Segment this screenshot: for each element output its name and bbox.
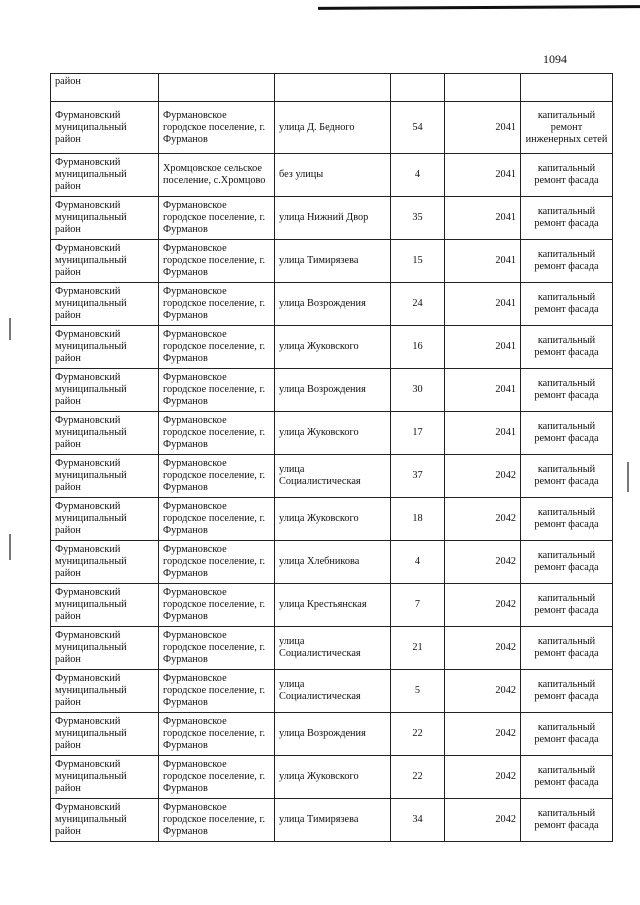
- cell-settlement: Фурмановское городское поселение, г. Фурманов: [159, 670, 275, 713]
- cell-year: 2042: [445, 713, 521, 756]
- cell-work: капитальный ремонт фасада: [521, 670, 613, 713]
- cell-street: улица Социалистическая: [275, 627, 391, 670]
- table-row: [51, 240, 613, 283]
- cell-house: [391, 74, 445, 102]
- cell-year: 2041: [445, 369, 521, 412]
- cell-district: Фурмановский муниципальный район: [51, 627, 159, 670]
- cell-district: Фурмановский муниципальный район: [51, 455, 159, 498]
- cell-district: Фурмановский муниципальный район: [51, 326, 159, 369]
- cell-district: Фурмановский муниципальный район: [51, 799, 159, 842]
- cell-house: 7: [391, 584, 445, 627]
- cell-street: улица Тимирязева: [275, 799, 391, 842]
- cell-street: улица Тимирязева: [275, 240, 391, 283]
- table-row: [51, 713, 613, 756]
- cell-street: [275, 74, 391, 102]
- table-row: [51, 799, 613, 842]
- cell-work: капитальный ремонт фасада: [521, 154, 613, 197]
- cell-district: Фурмановский муниципальный район: [51, 756, 159, 799]
- cell-year: 2042: [445, 498, 521, 541]
- cell-settlement: Фурмановское городское поселение, г. Фурманов: [159, 240, 275, 283]
- cell-work: капитальный ремонт инженерных сетей: [521, 102, 613, 154]
- cell-house: 22: [391, 756, 445, 799]
- cell-work: капитальный ремонт фасада: [521, 799, 613, 842]
- page-number: 1094: [543, 52, 567, 66]
- cell-year: 2042: [445, 627, 521, 670]
- cell-district: Фурмановский муниципальный район: [51, 412, 159, 455]
- table-body: [51, 74, 613, 842]
- cell-year: 2042: [445, 541, 521, 584]
- cell-work: капитальный ремонт фасада: [521, 627, 613, 670]
- table-row: [51, 498, 613, 541]
- cell-work: капитальный ремонт фасада: [521, 498, 613, 541]
- cell-year: 2041: [445, 240, 521, 283]
- cell-work: капитальный ремонт фасада: [521, 541, 613, 584]
- cell-year: 2042: [445, 584, 521, 627]
- cell-work: капитальный ремонт фасада: [521, 240, 613, 283]
- table-row: [51, 197, 613, 240]
- cell-house: 18: [391, 498, 445, 541]
- cell-year: 2042: [445, 670, 521, 713]
- table-row: [51, 102, 613, 154]
- cell-house: 15: [391, 240, 445, 283]
- cell-house: 35: [391, 197, 445, 240]
- cell-district: Фурмановский муниципальный район: [51, 713, 159, 756]
- cell-house: 37: [391, 455, 445, 498]
- cell-house: 4: [391, 154, 445, 197]
- cell-settlement: [159, 74, 275, 102]
- cell-house: 17: [391, 412, 445, 455]
- cell-work: капитальный ремонт фасада: [521, 326, 613, 369]
- scan-top-line: [318, 5, 640, 10]
- cell-settlement: Фурмановское городское поселение, г. Фурманов: [159, 498, 275, 541]
- cell-year: 2042: [445, 455, 521, 498]
- cell-work: капитальный ремонт фасада: [521, 369, 613, 412]
- cell-settlement: Фурмановское городское поселение, г. Фурманов: [159, 197, 275, 240]
- cell-district: Фурмановский муниципальный район: [51, 498, 159, 541]
- cell-street: улица Д. Бедного: [275, 102, 391, 154]
- cell-settlement: Фурмановское городское поселение, г. Фурманов: [159, 584, 275, 627]
- cell-street: улица Нижний Двор: [275, 197, 391, 240]
- cell-house: 30: [391, 369, 445, 412]
- scan-margin-mark: [9, 534, 11, 560]
- cell-work: капитальный ремонт фасада: [521, 455, 613, 498]
- cell-year: 2041: [445, 154, 521, 197]
- cell-work: капитальный ремонт фасада: [521, 713, 613, 756]
- cell-district: Фурмановский муниципальный район: [51, 670, 159, 713]
- table-row: [51, 412, 613, 455]
- cell-settlement: Фурмановское городское поселение, г. Фурманов: [159, 283, 275, 326]
- table-row: [51, 541, 613, 584]
- cell-house: 5: [391, 670, 445, 713]
- cell-street: улица Жуковского: [275, 756, 391, 799]
- cell-street: без улицы: [275, 154, 391, 197]
- cell-settlement: Фурмановское городское поселение, г. Фурманов: [159, 627, 275, 670]
- table-row: [51, 283, 613, 326]
- cell-district: Фурмановский муниципальный район: [51, 283, 159, 326]
- cell-settlement: Фурмановское городское поселение, г. Фурманов: [159, 756, 275, 799]
- cell-house: 24: [391, 283, 445, 326]
- scan-margin-mark: [9, 318, 11, 340]
- cell-work: [521, 74, 613, 102]
- table-row: [51, 154, 613, 197]
- cell-house: 54: [391, 102, 445, 154]
- table-row-continued: [51, 74, 613, 102]
- cell-house: 34: [391, 799, 445, 842]
- cell-year: 2042: [445, 756, 521, 799]
- cell-work: капитальный ремонт фасада: [521, 283, 613, 326]
- cell-district: Фурмановский муниципальный район: [51, 240, 159, 283]
- cell-work: капитальный ремонт фасада: [521, 584, 613, 627]
- cell-district: Фурмановский муниципальный район: [51, 154, 159, 197]
- cell-year: 2041: [445, 412, 521, 455]
- table-row: [51, 670, 613, 713]
- cell-house: 21: [391, 627, 445, 670]
- table-row: [51, 369, 613, 412]
- table-row: [51, 455, 613, 498]
- cell-settlement: Фурмановское городское поселение, г. Фурманов: [159, 455, 275, 498]
- cell-settlement: Фурмановское городское поселение, г. Фурманов: [159, 541, 275, 584]
- cell-year: 2041: [445, 102, 521, 154]
- cell-house: 16: [391, 326, 445, 369]
- cell-work: капитальный ремонт фасада: [521, 756, 613, 799]
- cell-street: улица Жуковского: [275, 412, 391, 455]
- cell-street: улица Социалистическая: [275, 670, 391, 713]
- table-row: [51, 627, 613, 670]
- housing-repair-table: [50, 73, 613, 842]
- cell-district: Фурмановский муниципальный район: [51, 369, 159, 412]
- cell-street: улица Жуковского: [275, 326, 391, 369]
- cell-settlement: Фурмановское городское поселение, г. Фурманов: [159, 799, 275, 842]
- cell-district: Фурмановский муниципальный район: [51, 102, 159, 154]
- cell-settlement: Фурмановское городское поселение, г. Фурманов: [159, 369, 275, 412]
- cell-settlement: Фурмановское городское поселение, г. Фурманов: [159, 412, 275, 455]
- cell-street: улица Возрождения: [275, 713, 391, 756]
- cell-year: 2041: [445, 197, 521, 240]
- cell-street: улица Хлебникова: [275, 541, 391, 584]
- cell-street: улица Крестьянская: [275, 584, 391, 627]
- table-row: [51, 584, 613, 627]
- table-row: [51, 756, 613, 799]
- cell-house: 22: [391, 713, 445, 756]
- cell-district: Фурмановский муниципальный район: [51, 541, 159, 584]
- cell-settlement: Фурмановское городское поселение, г. Фурманов: [159, 326, 275, 369]
- cell-settlement: Фурмановское городское поселение, г. Фурманов: [159, 713, 275, 756]
- scan-margin-mark: [627, 462, 629, 492]
- cell-settlement: Фурмановское городское поселение, г. Фурманов: [159, 102, 275, 154]
- cell-district: район: [51, 74, 159, 102]
- cell-year: 2042: [445, 799, 521, 842]
- table-row: [51, 326, 613, 369]
- cell-year: 2041: [445, 326, 521, 369]
- cell-work: капитальный ремонт фасада: [521, 197, 613, 240]
- cell-work: капитальный ремонт фасада: [521, 412, 613, 455]
- cell-street: улица Возрождения: [275, 369, 391, 412]
- cell-house: 4: [391, 541, 445, 584]
- cell-street: улица Жуковского: [275, 498, 391, 541]
- cell-street: улица Социалистическая: [275, 455, 391, 498]
- cell-district: Фурмановский муниципальный район: [51, 197, 159, 240]
- cell-district: Фурмановский муниципальный район: [51, 584, 159, 627]
- cell-year: [445, 74, 521, 102]
- cell-settlement: Хромцовское сельское поселение, с.Хромцово: [159, 154, 275, 197]
- cell-year: 2041: [445, 283, 521, 326]
- cell-street: улица Возрождения: [275, 283, 391, 326]
